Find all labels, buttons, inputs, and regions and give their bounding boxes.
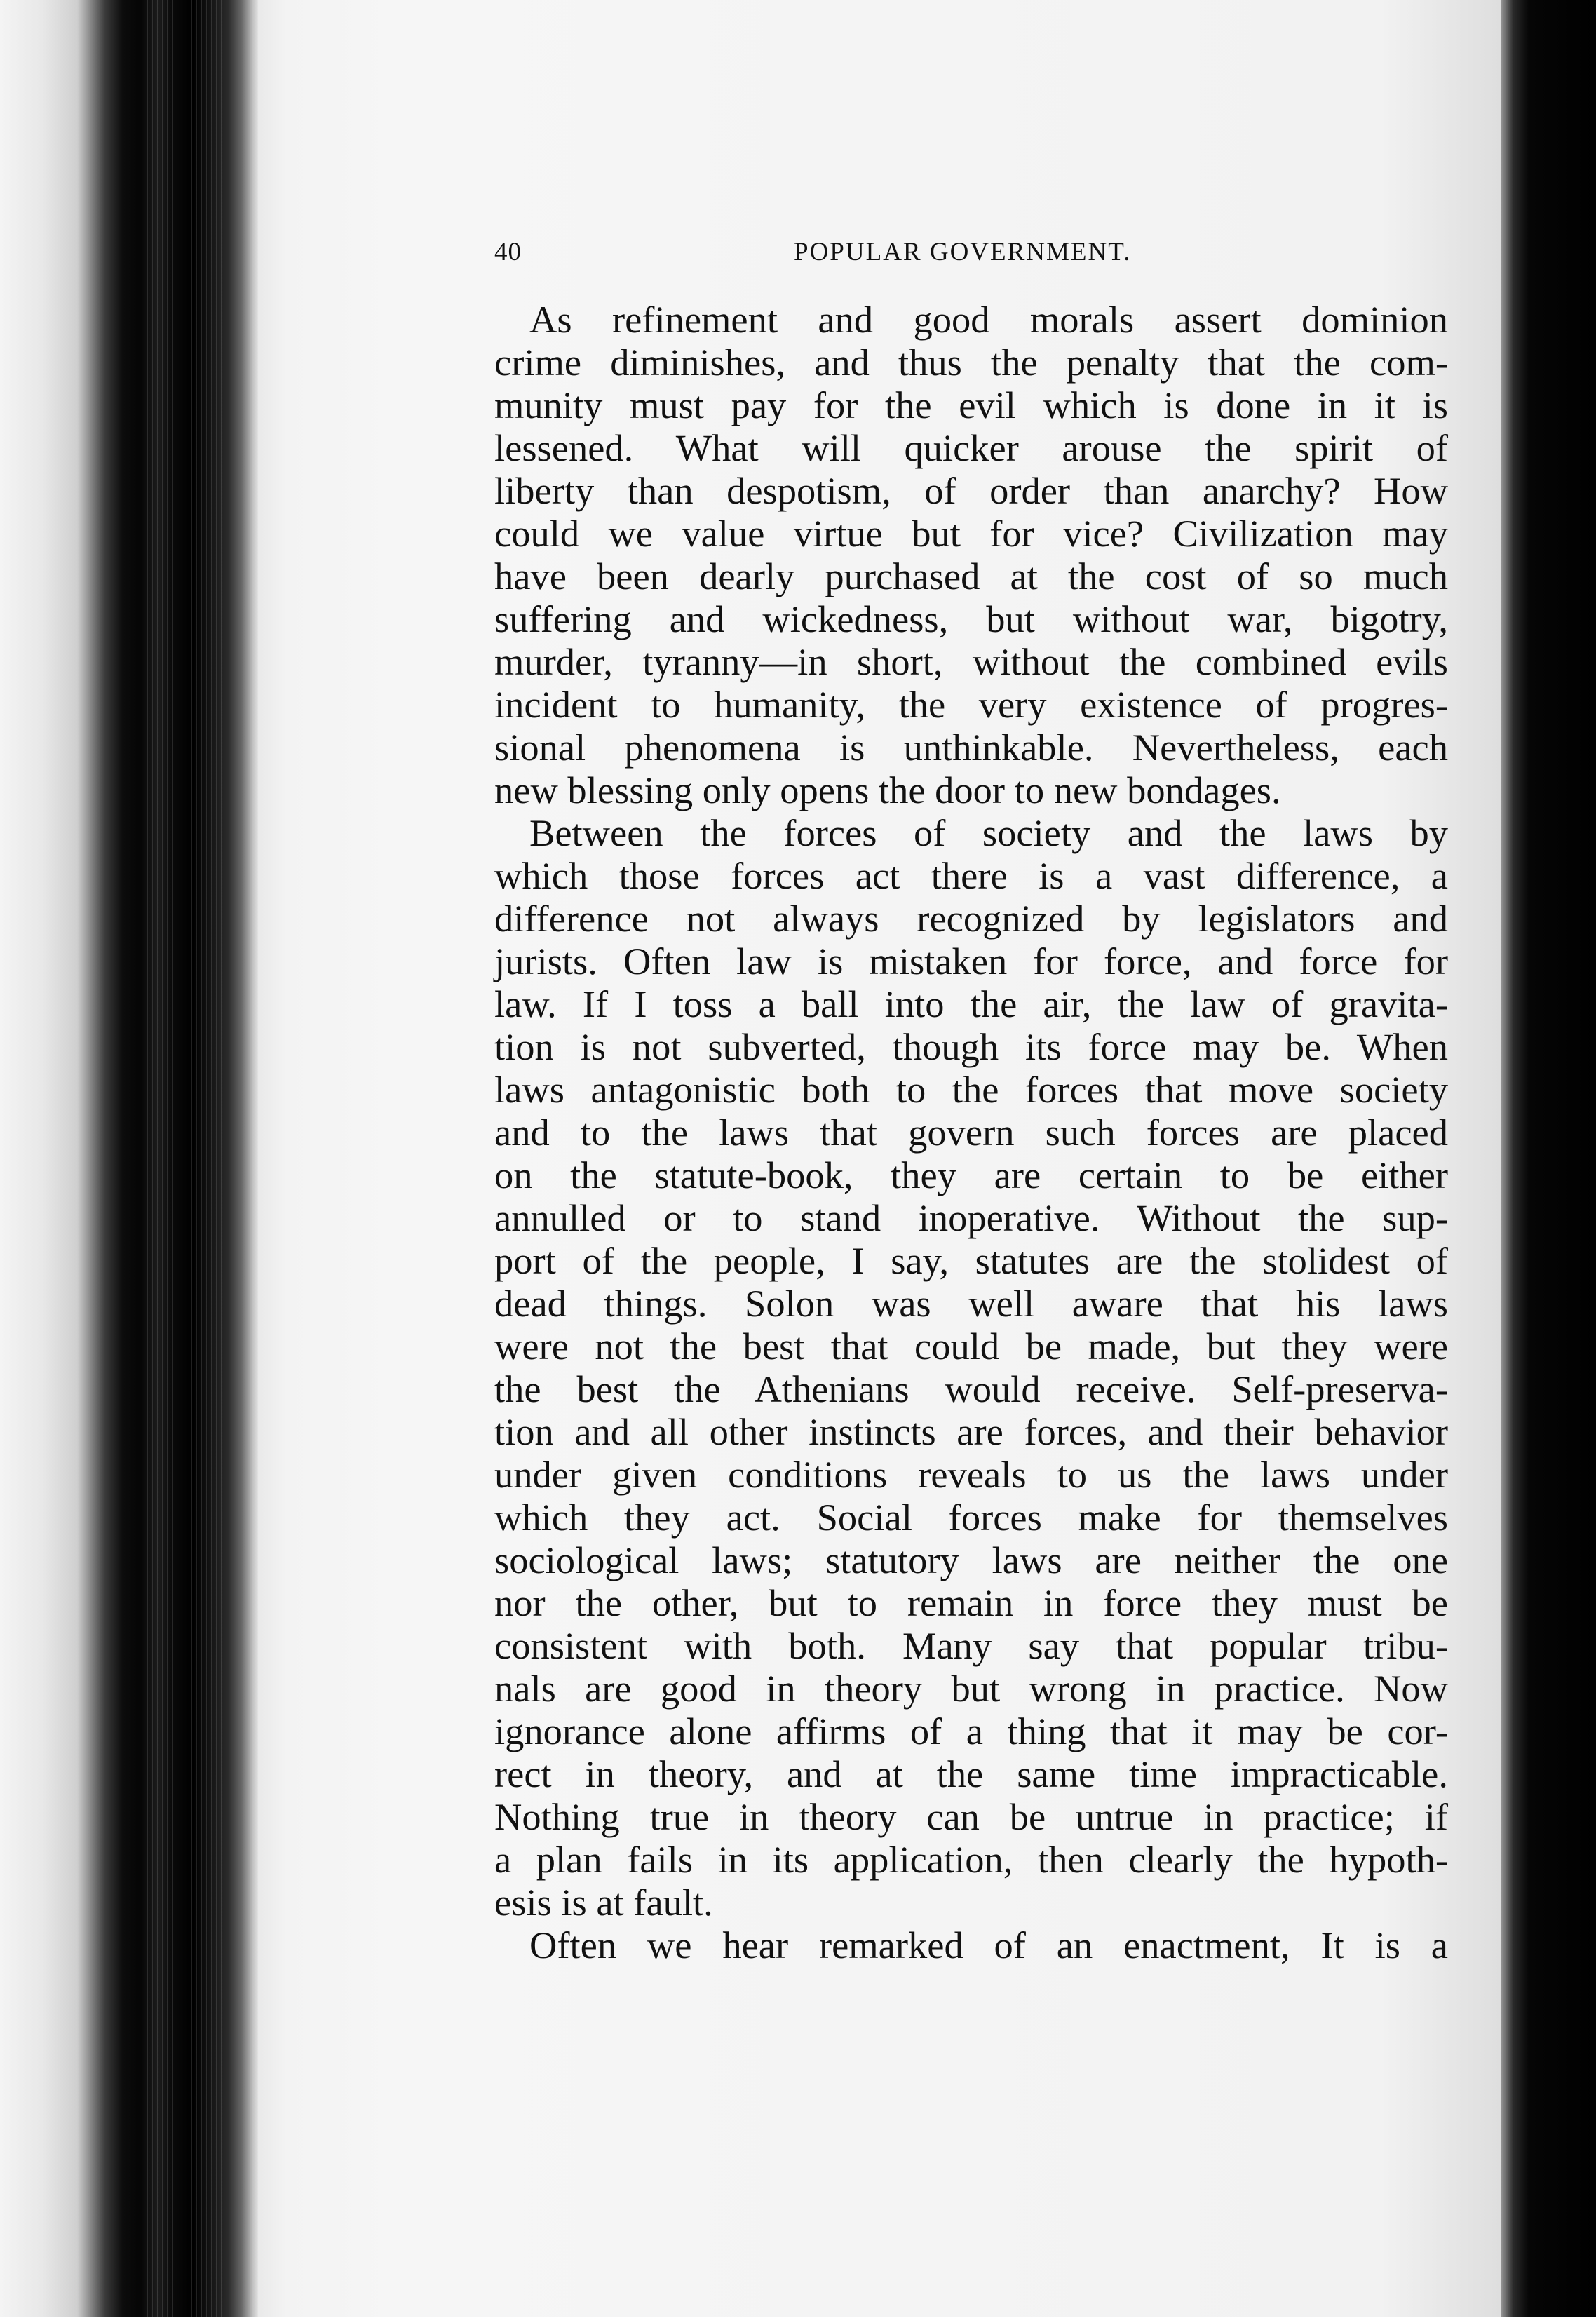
text-line: could we value virtue but for vice? Civilization may (494, 512, 1448, 555)
text-line: law. If I toss a ball into the air, the law of gravita- (494, 982, 1448, 1025)
text-line: a plan fails in its application, then clearly the hypoth- (494, 1838, 1448, 1881)
text-line: tion and all other instincts are forces, and their behavior (494, 1410, 1448, 1453)
text-line: dead things. Solon was well aware that his laws (494, 1282, 1448, 1325)
text-line: on the statute-book, they are certain to be either (494, 1154, 1448, 1196)
text-line: rect in theory, and at the same time impracticable. (494, 1752, 1448, 1795)
text-line: have been dearly purchased at the cost of so much (494, 555, 1448, 597)
text-line: nor the other, but to remain in force they must be (494, 1581, 1448, 1624)
text-line: ignorance alone affirms of a thing that it may be cor- (494, 1710, 1448, 1752)
running-title: POPULAR GOVERNMENT. (794, 238, 1132, 266)
text-line: under given conditions reveals to us the laws under (494, 1453, 1448, 1496)
running-head (494, 237, 1168, 272)
text-line: port of the people, I say, statutes are the stolidest of (494, 1239, 1448, 1282)
text-line: munity must pay for the evil which is done in it is (494, 384, 1448, 426)
text-line: were not the best that could be made, but they were (494, 1325, 1448, 1367)
text-line: annulled or to stand inoperative. Without the sup- (494, 1196, 1448, 1239)
text-line: and to the laws that govern such forces are placed (494, 1111, 1448, 1154)
text-line: jurists. Often law is mistaken for force, and force for (494, 940, 1448, 982)
text-line: liberty than despotism, of order than anarchy? How (494, 469, 1448, 512)
scan-right-edge (1501, 0, 1596, 2317)
text-line: which those forces act there is a vast difference, a (494, 854, 1448, 897)
text-line: Often we hear remarked of an enactment, It is a (529, 1924, 1448, 1966)
text-line: new blessing only opens the door to new bondages. (494, 769, 1281, 811)
text-line: the best the Athenians would receive. Self-preserva- (494, 1367, 1448, 1410)
text-line: sional phenomena is unthinkable. Nevertheless, each (494, 726, 1448, 769)
text-line: tion is not subverted, though its force may be. When (494, 1025, 1448, 1068)
text-line: which they act. Social forces make for themselves (494, 1496, 1448, 1539)
page-edges (147, 0, 245, 2317)
text-line: laws antagonistic both to the forces that move society (494, 1068, 1448, 1111)
text-line: crime diminishes, and thus the penalty that the com- (494, 341, 1448, 384)
text-line: suffering and wickedness, but without war, bigotry, (494, 597, 1448, 640)
text-line: As refinement and good morals assert dominion (529, 298, 1448, 341)
text-line: esis is at fault. (494, 1881, 713, 1924)
text-line: lessened. What will quicker arouse the spirit of (494, 426, 1448, 469)
text-line: difference not always recognized by legislators and (494, 897, 1448, 940)
body-text (494, 298, 1448, 1966)
text-line: Between the forces of society and the laws by (529, 811, 1448, 854)
text-line: Nothing true in theory can be untrue in practice; if (494, 1795, 1448, 1838)
text-line: sociological laws; statutory laws are neither the one (494, 1539, 1448, 1581)
page-number: 40 (494, 238, 522, 266)
text-line: consistent with both. Many say that popular tribu- (494, 1624, 1448, 1667)
text-line: nals are good in theory but wrong in practice. Now (494, 1667, 1448, 1710)
text-line: murder, tyranny—in short, without the combined evils (494, 640, 1448, 683)
text-line: incident to humanity, the very existence of progres- (494, 683, 1448, 726)
